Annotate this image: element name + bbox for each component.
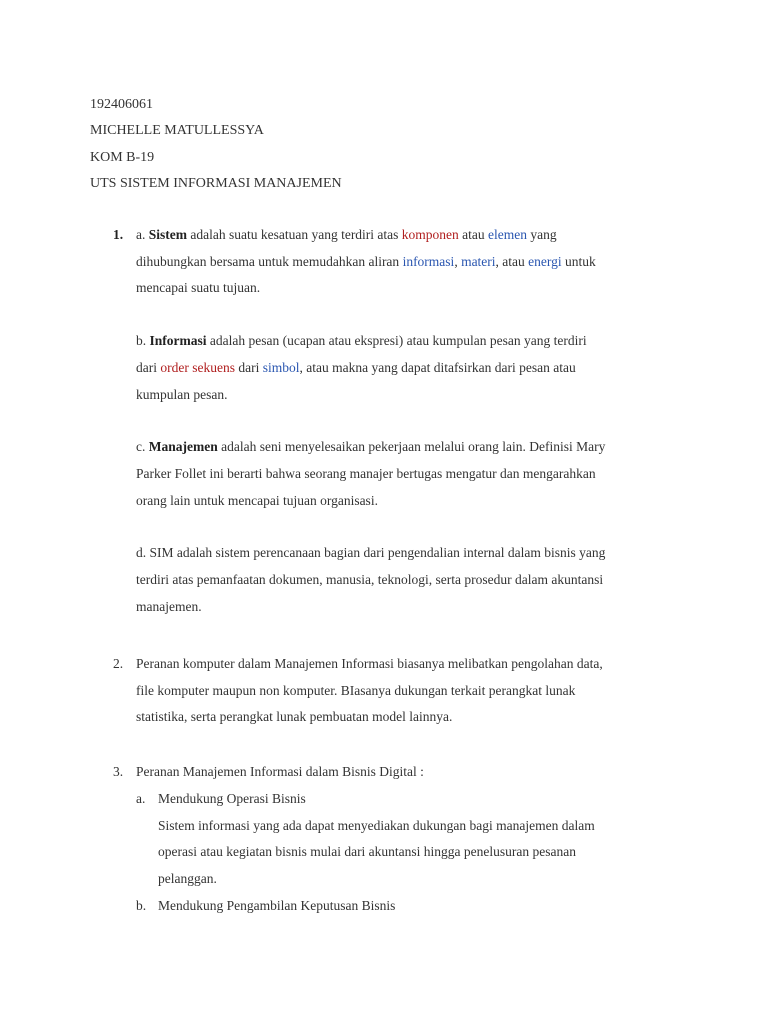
question-1-body [136,222,666,620]
definition-manajemen: c. Manajemen adalah seni menyelesaikan pekerjaan melalui orang lain. Definisi Mary Parker Follet ini berarti bahwa seorang manajer bertugas mengatur dan mengarahkan orang lain untuk mencapai tujuan organisasi. [136,439,606,508]
term-sistem: Sistem [148,227,187,242]
keyword-energi: energi [528,253,562,269]
question-2-number: 2. [113,656,124,671]
sub-item-a-letter: a. [136,791,146,806]
keyword-elemen: elemen [488,227,528,242]
definition-informasi: b. Informasi adalah pesan (ucapan atau ekspresi) atau kumpulan pesan yang terdiri dari order sekuens dari simbol, atau makna yang dapat ditafsirkan dari pesan atau kumpulan pesan. [136,333,587,402]
keyword-komponen: komponen [401,227,459,242]
sub-item-b-title: Mendukung Pengambilan Keputusan Bisnis [158,898,396,913]
student-name: MICHELLE MATULLESSYA [90,123,264,139]
sub-item-a-title: Mendukung Operasi Bisnis [158,791,306,806]
document-title: UTS SISTEM INFORMASI MANAJEMEN [90,175,342,191]
document-header [90,92,342,197]
keyword-simbol: simbol [262,359,300,375]
definition-sim: d. SIM adalah sistem perencanaan bagian dari pengendalian internal dalam bisnis yang terdiri atas pemanfaatan dokumen, manusia, teknologi, serta prosedur dalam akuntansi manajemen. [136,545,606,614]
term-manajemen: Manajemen [148,439,218,455]
question-2-body: Peranan komputer dalam Manajemen Informasi biasanya melibatkan pengolahan data, file komputer maupun non komputer. BIasanya dukungan terkait perangkat lunak statistika, serta perangkat lunak pembuatan model lainnya. [136,656,603,725]
question-3-intro: Peranan Manajemen Informasi dalam Bisnis Digital : [136,764,424,779]
keyword-order-sekuens: order sekuens [160,359,235,375]
question-1-number: 1. [113,227,124,242]
student-id: 192406061 [90,97,153,112]
question-3-number: 3. [113,764,124,779]
definition-sistem: a. Sistem adalah suatu kesatuan yang terdiri atas komponen atau elemen yang dihubungkan bersama untuk memudahkan aliran informasi, materi, atau energi untuk mencapai suatu tujuan. [136,227,596,296]
keyword-informasi: informasi [402,253,455,269]
keyword-materi: materi [461,253,496,269]
sub-item-a: Mendukung Operasi Bisnis Sistem informasi yang ada dapat menyediakan dukungan bagi manajemen dalam operasi atau kegiatan bisnis mulai dari akuntansi hingga penelusuran pesanan pelanggan. [158,786,595,893]
term-informasi: Informasi [149,333,207,349]
class-code: KOM B-19 [90,149,155,165]
sub-item-b-letter: b. [136,898,147,913]
